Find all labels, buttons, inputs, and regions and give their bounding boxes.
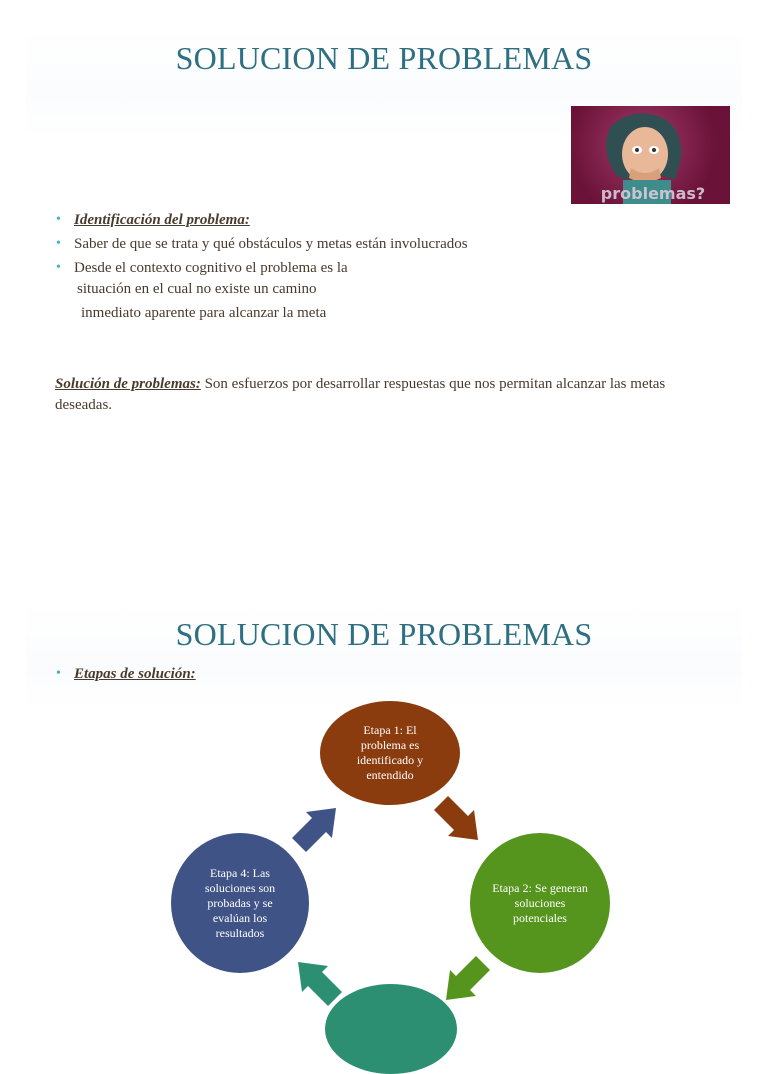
bullet-dot-icon: •	[56, 666, 61, 681]
stage-3-node	[325, 984, 457, 1074]
stage-1-node	[320, 701, 460, 805]
bullet-text: Desde el contexto cognitivo el problema es la	[74, 260, 348, 276]
stage-label: Etapa 4: Las soluciones son probadas y se evalúan los resultados	[204, 865, 276, 940]
definition-term: Solución de problemas:	[55, 376, 201, 392]
arrow-stage1-to-2-icon	[432, 794, 480, 842]
stage-2-node	[470, 833, 610, 973]
arrow-stage2-to-3-icon	[444, 954, 492, 1002]
bullet-dot-icon: •	[56, 236, 61, 251]
image-text: problemas?	[600, 184, 706, 203]
bullet-continuation: situación en el cual no existe un camino	[77, 281, 317, 297]
arrow-stage3-to-4-icon	[296, 960, 344, 1008]
arrow-stage4-to-1-icon	[290, 806, 338, 854]
definition-text: Son esfuerzos por desarrollar respuestas que nos permitan alcanzar las metas deseadas.	[55, 376, 666, 413]
stage-label: Etapa 2: Se generan soluciones potenciales	[492, 880, 588, 925]
stage-4-node	[171, 833, 309, 973]
slide-2	[0, 588, 768, 1024]
slide-title: SOLUCION DE PROBLEMAS	[175, 40, 593, 76]
bullet-heading: Etapas de solución:	[74, 666, 196, 682]
bullet-dot-icon: •	[56, 212, 61, 227]
bullet-item	[54, 232, 468, 256]
bullet-item	[54, 208, 468, 232]
bullet-continuation: inmediato aparente para alcanzar la meta	[81, 305, 327, 321]
slide-title: SOLUCION DE PROBLEMAS	[175, 616, 593, 652]
bullet-text: Saber de que se trata y qué obstáculos y metas están involucrados	[74, 236, 468, 252]
bullet-list	[54, 662, 196, 686]
stage-label: Etapa 1: El problema es identificado y entendido	[356, 723, 424, 782]
bullet-item	[54, 662, 196, 686]
problemas-photo	[571, 106, 730, 204]
bullet-list	[54, 208, 468, 280]
bullet-dot-icon: •	[56, 260, 61, 275]
bullet-heading: Identificación del problema:	[74, 212, 250, 228]
definition-paragraph	[55, 374, 715, 416]
